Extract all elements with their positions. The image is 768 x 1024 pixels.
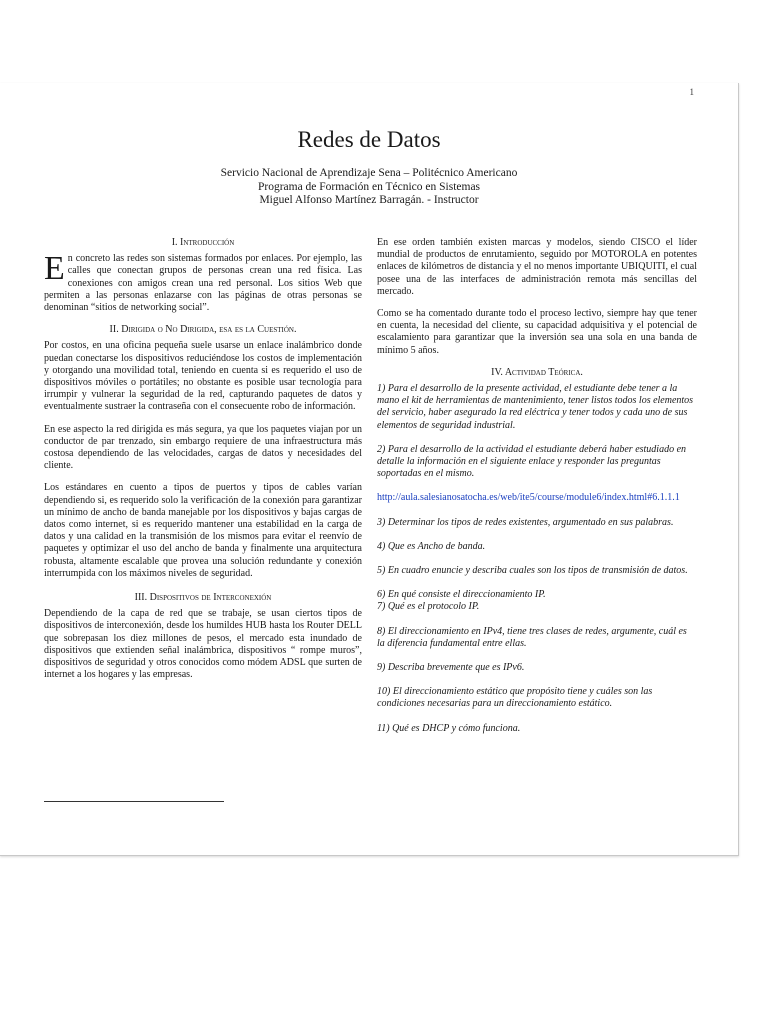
activity-item-4: 4) Que es Ancho de banda. — [377, 540, 486, 552]
paragraph-introduccion-text: n concreto las redes son sistemas formados por enlaces. Por ejemplo, las calles que conectan grupos de personas crean una red física. Las conexiones con amigos crean una red personal. Los sitios Web que permiten a las personas enlazarse con las páginas de otras personas se denominan “sitios de networking social”. — [44, 253, 362, 314]
activity-item-8: 8) El direccionamiento en IPv4, tiene tres clases de redes, argumente, cuál es la diferencia fundamental entre ellas. — [377, 625, 687, 649]
section-heading-dispositivos: III. Dispositivos de Interconexión — [134, 592, 272, 604]
author-line-institution: Servicio Nacional de Aprendizaje Sena – Politécnico Americano — [220, 167, 518, 179]
right-column — [377, 237, 697, 747]
paragraph-dirigida-2: En ese aspecto la red dirigida es más segura, ya que los paquetes viajan por un conductor de par trenzado, sin embargo requiere de una infraestructura más costosa dependiendo de las velocidades, cargas de datos y necesidades del cliente. — [44, 423, 362, 472]
document-page — [0, 83, 739, 856]
activity-item-3: 3) Determinar los tipos de redes existentes, argumentado en sus palabras. — [377, 516, 674, 528]
paragraph-introduccion — [44, 250, 362, 314]
paragraph-dirigida-3: Los estándares en cuento a tipos de puertos y tipos de cables varían dependiendo si, es requerido solo la verificación de la conexión para garantizar un mínimo de ancho de banda manejable por los dispositivos y bajas cargas de datos como internet, si es requerido mantener una estabilidad en la carga de datos y una calidad en la transmisión de los mismos para evitar el reenvío de paquetes y optimizar el uso del ancho de banda y finalmente una arquitectura robusta, altamente escalable que provea una solución redundante y conexión interrumpida con los máximos niveles de seguridad. — [44, 482, 362, 579]
activity-item-9: 9) Describa brevemente que es IPv6. — [377, 662, 525, 674]
left-column — [44, 237, 362, 692]
drop-cap: E — [44, 250, 65, 288]
paragraph-dirigida-1: Por costos, en una oficina pequeña suele usarse un enlace inalámbrico donde puedan conectarse los dispositivos reduciéndose los costos de implementación y otorgando una movilidad total, teniendo en cuenta si es requerido el uso de dispositivos móviles o portátiles; no obstante es posible usar tecnología para irrumpir y vulnerar la seguridad de la red, capturando paquetes de datos y eventualmente sustraer la contraseña con el consecuente robo de información. — [44, 340, 362, 413]
page-title: Redes de Datos — [297, 127, 441, 152]
activity-item-5: 5) En cuadro enuncie y describa cuales son los tipos de transmisión de datos. — [377, 565, 688, 577]
activity-item-6: 6) En qué consiste el direccionamiento IP. — [377, 589, 546, 601]
footnote-divider — [44, 801, 224, 802]
paragraph-dispositivos: Dependiendo de la capa de red que se trabaje, se usan ciertos tipos de dispositivos de interconexión, desde los humildes HUB hasta los Router DELL que sobrepasan los diez millones de pesos, el mercado esta inundado de dispositivos que extienden señal inalámbrica, dispositivos “ rompe muros”, dispositivos de seguridad y otros conocidos como módem ADSL que surten de internet a los hogares y las empresas. — [44, 608, 362, 681]
page-number: 1 — [689, 87, 694, 97]
author-line-program: Programa de Formación en Técnico en Sistemas — [257, 180, 481, 193]
activity-item-1: 1) Para el desarrollo de la presente actividad, el estudiante debe tener a la mano el kit de herramientas de mantenimiento, tener listos todos los elementos del servicio, haber asegurado la red eléctrica y tener todos y cada uno de sus elementos de seguridad industrial. — [377, 383, 694, 431]
course-link[interactable]: http://aula.salesianosatocha.es/web/ite5/course/module6/index.html#6.1.1.1 — [377, 492, 680, 504]
paragraph-proceso-lectivo: Como se ha comentado durante todo el proceso lectivo, siempre hay que tener en cuenta, la necesidad del cliente, su capacidad adquisitiva y el potencial de escalamiento para garantizar que la inversión sea una sola en una banda de mínimo 5 años. — [377, 308, 697, 356]
section-heading-introduccion: I. Introducción — [171, 237, 235, 248]
author-block — [0, 167, 738, 208]
author-line-instructor: Miguel Alfonso Martínez Barragán. - Instructor — [259, 194, 479, 206]
section-heading-dirigida: II. Dirigida o No Dirigida, esa es la Cuestión. — [109, 324, 297, 336]
activity-item-2: 2) Para el desarrollo de la actividad el estudiante deberá haber estudiado en detalle la información en el siguiente enlace y responder las preguntas soportadas en el mismo. — [377, 443, 687, 480]
activity-item-10: 10) El direccionamiento estático que propósito tiene y cuáles son las condiciones necesarias para un direccionamiento estático. — [377, 686, 653, 710]
section-heading-actividad: IV. Actividad Teórica. — [491, 366, 583, 378]
activity-item-11: 11) Qué es DHCP y cómo funciona. — [377, 722, 521, 734]
activity-item-7: 7) Qué es el protocolo IP. — [377, 601, 480, 613]
paragraph-marcas: En ese orden también existen marcas y modelos, siendo CISCO el líder mundial de productos de enrutamiento, seguido por MOTOROLA en potentes enlaces de kilómetros de distancia y el no menos importante UBIQUITI, el cual posee una de las interfaces de administración remota más sencillas del mercado. — [377, 237, 697, 297]
